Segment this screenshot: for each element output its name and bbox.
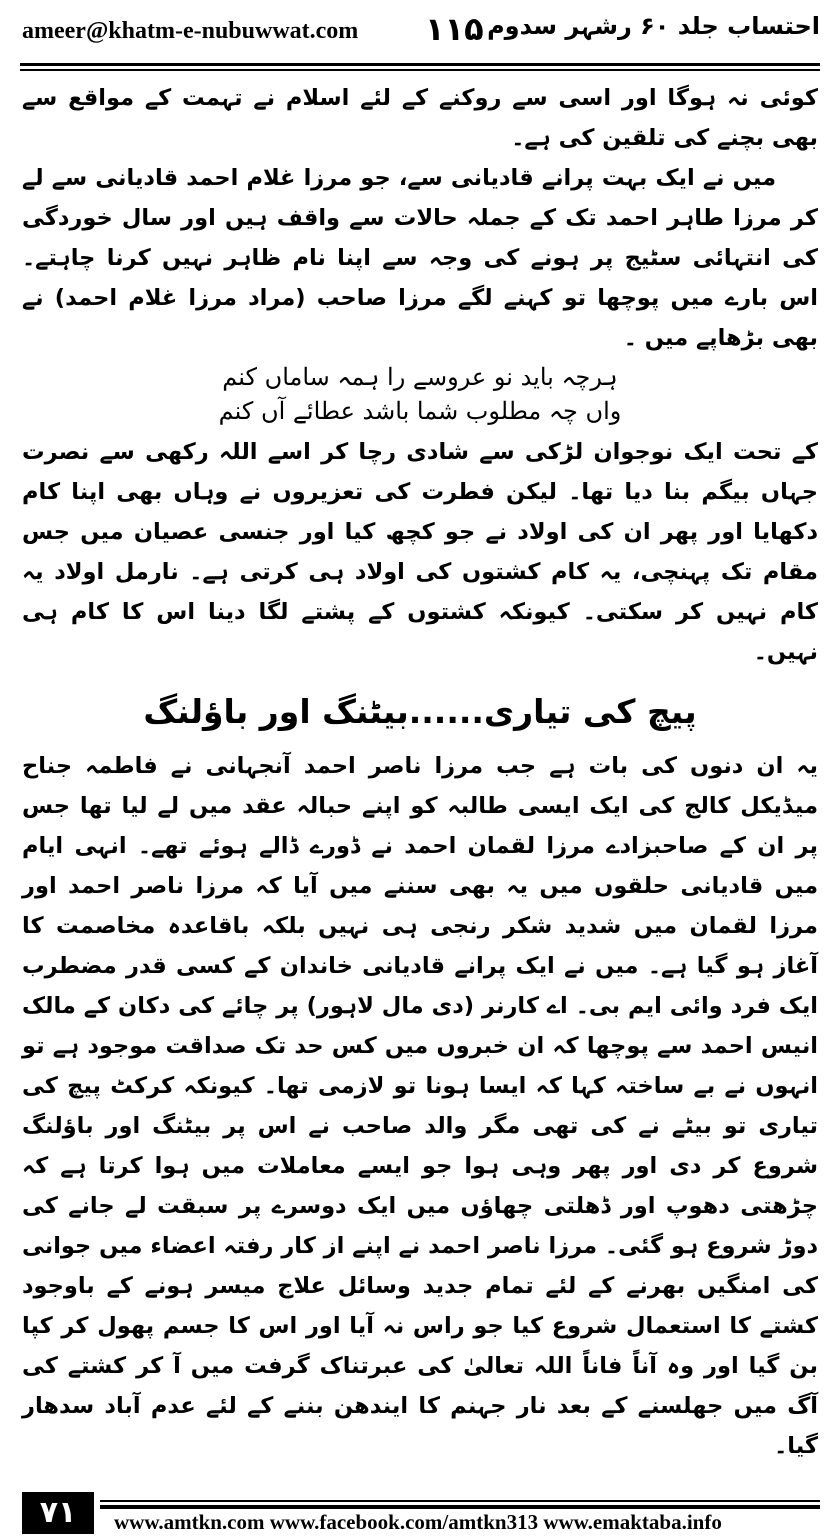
- footer-websites: www.amtkn.com www.facebook.com/amtkn313 www.emaktaba.info: [114, 1510, 722, 1534]
- persian-verse: [22, 360, 818, 428]
- verse-line-1: ہرچہ باید نو عروسے را ہمہ ساماں کنم: [222, 363, 618, 391]
- header-rule-thin: [20, 69, 820, 71]
- paragraph-1: کوئی نہ ہوگا اور اسی سے روکنے کے لئے اسلام نے تہمت کے مواقع سے بھی بچنے کی تلقین کی ہے۔: [22, 85, 818, 151]
- header-page-number: ۱۱۵: [425, 10, 484, 48]
- paragraph-2: میں نے ایک بہت پرانے قادیانی سے، جو مرزا غلام احمد قادیانی سے لے کر مرزا طاہر احمد تک کے جملہ حالات سے واقف ہیں اور سال خوردگی کی انتہائی سٹیج پر ہونے کی وجہ سے اپنا نام ظاہر نہیں کرنا چاہتے۔ اس بارے میں پوچھا تو کہنے لگے مرزا صاحب (مراد مرزا غلام احمد) نے بھی بڑھاپے میں ۔: [22, 165, 818, 351]
- page-footer: [0, 1492, 840, 1540]
- header-book-title: احتساب جلد ۶۰ رشہر سدوم: [487, 12, 820, 40]
- header-rule-thick: [20, 63, 820, 66]
- paragraph-3: کے تحت ایک نوجوان لڑکی سے شادی رچا کر اسے اللہ رکھی سے نصرت جہاں بیگم بنا دیا تھا۔ لیکن فطرت کی تعزیروں نے وہاں بھی اپنا کام دکھایا اور پھر ان کی اولاد نے جو کچھ کیا اور جنسی عصیان میں جس مقام تک پہنچی، یہ کام کشتوں کی اولاد ہی کرتی ہے۔ نارمل اولاد یہ کام نہیں کر سکتی۔ کیونکہ کشتوں کے پشتے لگا دینا اس کا کام ہی نہیں۔: [22, 439, 818, 665]
- footer-rule-thin: [100, 1500, 820, 1502]
- section-heading: پیچ کی تیاری......بیٹنگ اور باؤلنگ: [143, 692, 697, 731]
- page-body: [22, 78, 818, 1466]
- footer-page-number: ۷۱: [22, 1492, 94, 1534]
- header-email: ameer@khatm-e-nubuwwat.com: [22, 18, 359, 44]
- page-header: [0, 0, 840, 70]
- verse-line-2: واں چہ مطلوب شما باشد عطائے آں کنم: [218, 397, 622, 425]
- paragraph-4: یہ ان دنوں کی بات ہے جب مرزا ناصر احمد آنجہانی نے فاطمہ جناح میڈیکل کالج کی ایک ایسی طالبہ کو اپنے حبالہ عقد میں لے لیا تھا جس پر ان کے صاحبزادے مرزا لقمان احمد نے ڈورے ڈالے ہوئے تھے۔ انہی ایام میں قادیانی حلقوں میں یہ بھی سننے میں آیا کہ مرزا ناصر احمد اور مرزا لقمان میں شدید شکر رنجی ہی نہیں بلکہ باقاعدہ مخاصمت کا آغاز ہو گیا ہے۔ میں نے ایک پرانے قادیانی خاندان کے کسی قدر مضطرب ایک فرد وائی ایم بی۔ اے کارنر (دی مال لاہور) پر چائے کی دکان کے مالک انیس احمد سے پوچھا کہ ان خبروں میں کس حد تک صداقت موجود ہے تو انہوں نے بے ساختہ کہا کہ ایسا ہونا تو لازمی تھا۔ کیونکہ کرکٹ پیچ کی تیاری تو بیٹے نے کی تھی مگر والد صاحب نے اس پر بیٹنگ اور باؤلنگ شروع کر دی اور پھر وہی ہوا جو ایسے معاملات میں ہوا کرتا ہے کہ چڑھتی دھوپ اور ڈھلتی چھاؤں میں ایک دوسرے پر سبقت لے جانے کی دوڑ شروع ہو گئی۔ مرزا ناصر احمد نے اپنے از کار رفتہ اعضاء میں جوانی کی امنگیں بھرنے کے لئے تمام جدید وسائل علاج میسر ہونے کے باوجود کشتے کا استعمال شروع کیا جو راس نہ آیا اور اس کا جسم پھول کر کپا بن گیا اور وہ آناً فاناً اللہ تعالیٰ کی عبرتناک گرفت میں آ کر کشتے کی آگ میں جھلسنے کے بعد نار جہنم کا ایندھن بننے کے لئے عدم آباد سدھار گیا۔: [22, 753, 818, 1459]
- footer-rule-thick: [100, 1505, 820, 1509]
